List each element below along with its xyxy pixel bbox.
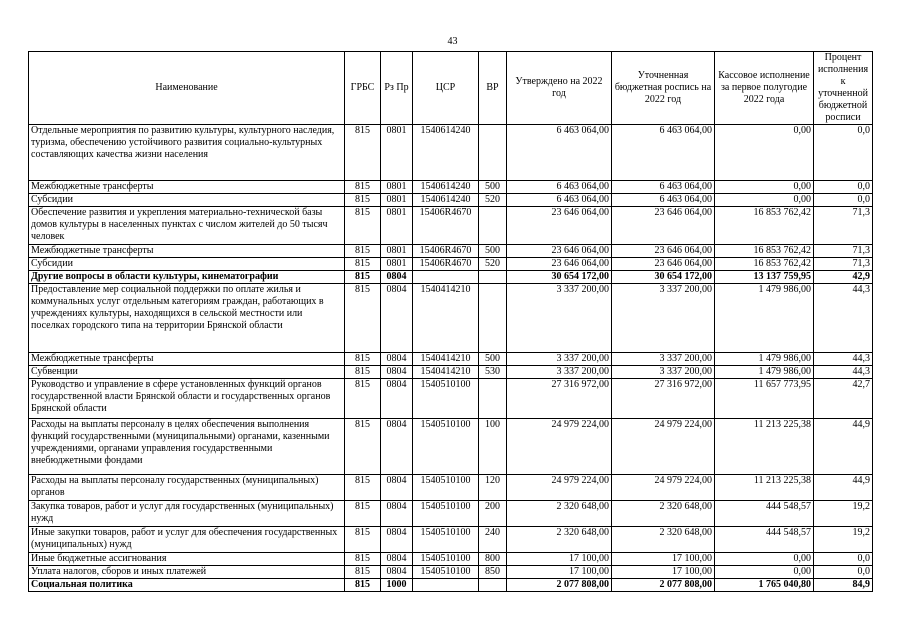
cell-percent: 44,3 — [814, 284, 873, 353]
cell-name: Расходы на выплаты персоналу в целях обеспечения выполнения функций государственными (муниципальными) органами, казенными учреждениями, органами управления государственными внебюджетными фондами — [29, 419, 345, 475]
table-row — [29, 258, 873, 271]
cell-csr: 1540510100 — [413, 527, 479, 553]
cell-vr — [479, 579, 507, 592]
cell-vr — [479, 271, 507, 284]
cell-rzpr: 0804 — [381, 419, 413, 475]
cell-approved: 2 320 648,00 — [507, 501, 612, 527]
cell-csr: 1540510100 — [413, 475, 479, 501]
cell-refined: 17 100,00 — [612, 553, 715, 566]
cell-name: Предоставление мер социальной поддержки по оплате жилья и коммунальных услуг отдельным категориям граждан, работающих в учреждениях культуры, находящихся в сельской местности или поселках городского типа на территории Брянской области — [29, 284, 345, 353]
cell-name: Иные бюджетные ассигнования — [29, 553, 345, 566]
cell-csr: 15406R4670 — [413, 245, 479, 258]
cell-name: Руководство и управление в сфере установленных функций органов государственной власти Брянской области и государственных органов Брянской области — [29, 379, 345, 419]
cell-csr: 1540414210 — [413, 366, 479, 379]
cell-grbs: 815 — [345, 194, 381, 207]
cell-grbs: 815 — [345, 553, 381, 566]
cell-approved: 6 463 064,00 — [507, 181, 612, 194]
cell-approved: 23 646 064,00 — [507, 245, 612, 258]
cell-cash: 0,00 — [715, 181, 814, 194]
header-row — [29, 52, 873, 125]
cell-grbs: 815 — [345, 579, 381, 592]
cell-approved: 17 100,00 — [507, 553, 612, 566]
cell-name: Межбюджетные трансферты — [29, 245, 345, 258]
cell-name: Субсидии — [29, 258, 345, 271]
cell-name: Субсидии — [29, 194, 345, 207]
header-name: Наименование — [29, 52, 345, 125]
cell-rzpr: 0804 — [381, 527, 413, 553]
cell-grbs: 815 — [345, 125, 381, 181]
cell-vr — [479, 207, 507, 245]
cell-cash: 1 765 040,80 — [715, 579, 814, 592]
cell-cash: 11 657 773,95 — [715, 379, 814, 419]
cell-approved: 24 979 224,00 — [507, 475, 612, 501]
table-row — [29, 271, 873, 284]
cell-percent: 44,9 — [814, 475, 873, 501]
cell-approved: 3 337 200,00 — [507, 366, 612, 379]
cell-csr: 1540414210 — [413, 353, 479, 366]
cell-vr — [479, 125, 507, 181]
cell-rzpr: 0801 — [381, 245, 413, 258]
table-row — [29, 475, 873, 501]
cell-csr: 1540510100 — [413, 419, 479, 475]
cell-rzpr: 0804 — [381, 475, 413, 501]
cell-name: Уплата налогов, сборов и иных платежей — [29, 566, 345, 579]
table-row — [29, 125, 873, 181]
cell-vr: 530 — [479, 366, 507, 379]
cell-refined: 23 646 064,00 — [612, 207, 715, 245]
cell-grbs: 815 — [345, 353, 381, 366]
cell-percent: 0,0 — [814, 125, 873, 181]
cell-refined: 24 979 224,00 — [612, 475, 715, 501]
cell-refined: 27 316 972,00 — [612, 379, 715, 419]
cell-rzpr: 0804 — [381, 271, 413, 284]
cell-vr: 520 — [479, 258, 507, 271]
header-cash: Кассовое исполнение за первое полугодие 2022 года — [715, 52, 814, 125]
cell-refined: 3 337 200,00 — [612, 353, 715, 366]
cell-rzpr: 0801 — [381, 207, 413, 245]
cell-cash: 1 479 986,00 — [715, 366, 814, 379]
cell-rzpr: 0801 — [381, 125, 413, 181]
cell-vr: 120 — [479, 475, 507, 501]
cell-approved: 23 646 064,00 — [507, 258, 612, 271]
cell-cash: 0,00 — [715, 194, 814, 207]
cell-percent: 0,0 — [814, 553, 873, 566]
cell-rzpr: 0804 — [381, 501, 413, 527]
cell-rzpr: 0804 — [381, 379, 413, 419]
cell-rzpr: 0804 — [381, 284, 413, 353]
cell-refined: 3 337 200,00 — [612, 284, 715, 353]
cell-vr: 500 — [479, 245, 507, 258]
cell-percent: 19,2 — [814, 501, 873, 527]
table-row — [29, 366, 873, 379]
cell-vr: 520 — [479, 194, 507, 207]
table-row — [29, 579, 873, 592]
table-row — [29, 566, 873, 579]
cell-rzpr: 0804 — [381, 366, 413, 379]
cell-vr: 200 — [479, 501, 507, 527]
cell-name: Социальная политика — [29, 579, 345, 592]
cell-refined: 6 463 064,00 — [612, 181, 715, 194]
cell-approved: 27 316 972,00 — [507, 379, 612, 419]
cell-approved: 6 463 064,00 — [507, 194, 612, 207]
cell-csr: 1540510100 — [413, 379, 479, 419]
page-number: 43 — [447, 36, 458, 47]
cell-vr: 500 — [479, 353, 507, 366]
cell-percent: 19,2 — [814, 527, 873, 553]
cell-approved: 2 077 808,00 — [507, 579, 612, 592]
cell-cash: 11 213 225,38 — [715, 419, 814, 475]
cell-csr: 1540414210 — [413, 284, 479, 353]
cell-vr: 100 — [479, 419, 507, 475]
cell-grbs: 815 — [345, 181, 381, 194]
cell-percent: 42,9 — [814, 271, 873, 284]
cell-percent: 0,0 — [814, 566, 873, 579]
table-row — [29, 245, 873, 258]
cell-cash: 16 853 762,42 — [715, 245, 814, 258]
cell-csr — [413, 271, 479, 284]
cell-percent: 44,9 — [814, 419, 873, 475]
cell-name: Расходы на выплаты персоналу государственных (муниципальных) органов — [29, 475, 345, 501]
header-csr: ЦСР — [413, 52, 479, 125]
cell-name: Закупка товаров, работ и услуг для государственных (муниципальных) нужд — [29, 501, 345, 527]
cell-percent: 71,3 — [814, 258, 873, 271]
cell-cash: 0,00 — [715, 125, 814, 181]
cell-cash: 1 479 986,00 — [715, 353, 814, 366]
cell-grbs: 815 — [345, 258, 381, 271]
cell-rzpr: 0801 — [381, 194, 413, 207]
table-row — [29, 527, 873, 553]
cell-name: Межбюджетные трансферты — [29, 181, 345, 194]
cell-percent: 71,3 — [814, 245, 873, 258]
cell-refined: 2 320 648,00 — [612, 527, 715, 553]
cell-grbs: 815 — [345, 379, 381, 419]
cell-csr: 15406R4670 — [413, 207, 479, 245]
cell-name: Субвенции — [29, 366, 345, 379]
cell-name: Обеспечение развития и укрепления материально-технической базы домов культуры в населенных пунктах с числом жителей до 50 тысяч человек — [29, 207, 345, 245]
cell-grbs: 815 — [345, 475, 381, 501]
header-percent: Процент исполнения к уточненной бюджетной росписи — [814, 52, 873, 125]
table-row — [29, 353, 873, 366]
header-grbs: ГРБС — [345, 52, 381, 125]
header-rzpr: Рз Пр — [381, 52, 413, 125]
cell-approved: 24 979 224,00 — [507, 419, 612, 475]
header-vr: ВР — [479, 52, 507, 125]
cell-rzpr: 0804 — [381, 553, 413, 566]
cell-approved: 30 654 172,00 — [507, 271, 612, 284]
cell-refined: 2 320 648,00 — [612, 501, 715, 527]
cell-cash: 16 853 762,42 — [715, 207, 814, 245]
cell-csr: 1540614240 — [413, 125, 479, 181]
cell-vr: 850 — [479, 566, 507, 579]
cell-grbs: 815 — [345, 419, 381, 475]
cell-cash: 0,00 — [715, 553, 814, 566]
cell-percent: 44,3 — [814, 353, 873, 366]
table-row — [29, 379, 873, 419]
cell-grbs: 815 — [345, 501, 381, 527]
cell-grbs: 815 — [345, 566, 381, 579]
cell-csr: 1540510100 — [413, 501, 479, 527]
cell-vr: 800 — [479, 553, 507, 566]
cell-csr: 1540510100 — [413, 566, 479, 579]
cell-rzpr: 0801 — [381, 181, 413, 194]
cell-vr: 240 — [479, 527, 507, 553]
header-refined: Уточненная бюджетная роспись на 2022 год — [612, 52, 715, 125]
cell-approved: 6 463 064,00 — [507, 125, 612, 181]
cell-approved: 3 337 200,00 — [507, 284, 612, 353]
cell-cash: 16 853 762,42 — [715, 258, 814, 271]
cell-percent: 71,3 — [814, 207, 873, 245]
cell-refined: 30 654 172,00 — [612, 271, 715, 284]
cell-refined: 2 077 808,00 — [612, 579, 715, 592]
cell-csr: 1540510100 — [413, 553, 479, 566]
cell-cash: 11 213 225,38 — [715, 475, 814, 501]
cell-cash: 444 548,57 — [715, 501, 814, 527]
cell-approved: 2 320 648,00 — [507, 527, 612, 553]
table-row — [29, 181, 873, 194]
cell-refined: 23 646 064,00 — [612, 258, 715, 271]
header-approved: Утверждено на 2022 год — [507, 52, 612, 125]
table-row — [29, 194, 873, 207]
cell-refined: 23 646 064,00 — [612, 245, 715, 258]
cell-refined: 17 100,00 — [612, 566, 715, 579]
cell-name: Межбюджетные трансферты — [29, 353, 345, 366]
cell-grbs: 815 — [345, 527, 381, 553]
cell-cash: 444 548,57 — [715, 527, 814, 553]
cell-cash: 13 137 759,95 — [715, 271, 814, 284]
cell-refined: 3 337 200,00 — [612, 366, 715, 379]
cell-percent: 0,0 — [814, 181, 873, 194]
cell-csr: 1540614240 — [413, 181, 479, 194]
cell-percent: 0,0 — [814, 194, 873, 207]
table-row — [29, 284, 873, 353]
cell-cash: 1 479 986,00 — [715, 284, 814, 353]
cell-grbs: 815 — [345, 271, 381, 284]
cell-vr — [479, 284, 507, 353]
cell-name: Иные закупки товаров, работ и услуг для обеспечения государственных (муниципальных) нужд — [29, 527, 345, 553]
cell-csr: 15406R4670 — [413, 258, 479, 271]
cell-approved: 3 337 200,00 — [507, 353, 612, 366]
cell-percent: 42,7 — [814, 379, 873, 419]
cell-vr: 500 — [479, 181, 507, 194]
cell-approved: 17 100,00 — [507, 566, 612, 579]
cell-name: Отдельные мероприятия по развитию культуры, культурного наследия, туризма, обеспечению устойчивого развития социально-культурных составляющих качества жизни населения — [29, 125, 345, 181]
cell-cash: 0,00 — [715, 566, 814, 579]
cell-refined: 6 463 064,00 — [612, 125, 715, 181]
cell-csr: 1540614240 — [413, 194, 479, 207]
table-row — [29, 553, 873, 566]
budget-table — [28, 51, 873, 592]
table-row — [29, 419, 873, 475]
cell-refined: 6 463 064,00 — [612, 194, 715, 207]
cell-percent: 84,9 — [814, 579, 873, 592]
cell-rzpr: 0801 — [381, 258, 413, 271]
cell-rzpr: 0804 — [381, 566, 413, 579]
table-body — [29, 125, 873, 592]
table-row — [29, 207, 873, 245]
cell-csr — [413, 579, 479, 592]
cell-vr — [479, 379, 507, 419]
cell-approved: 23 646 064,00 — [507, 207, 612, 245]
cell-percent: 44,3 — [814, 366, 873, 379]
cell-name: Другие вопросы в области культуры, кинематографии — [29, 271, 345, 284]
cell-grbs: 815 — [345, 284, 381, 353]
cell-refined: 24 979 224,00 — [612, 419, 715, 475]
table-row — [29, 501, 873, 527]
cell-grbs: 815 — [345, 245, 381, 258]
cell-grbs: 815 — [345, 207, 381, 245]
cell-rzpr: 1000 — [381, 579, 413, 592]
cell-grbs: 815 — [345, 366, 381, 379]
cell-rzpr: 0804 — [381, 353, 413, 366]
